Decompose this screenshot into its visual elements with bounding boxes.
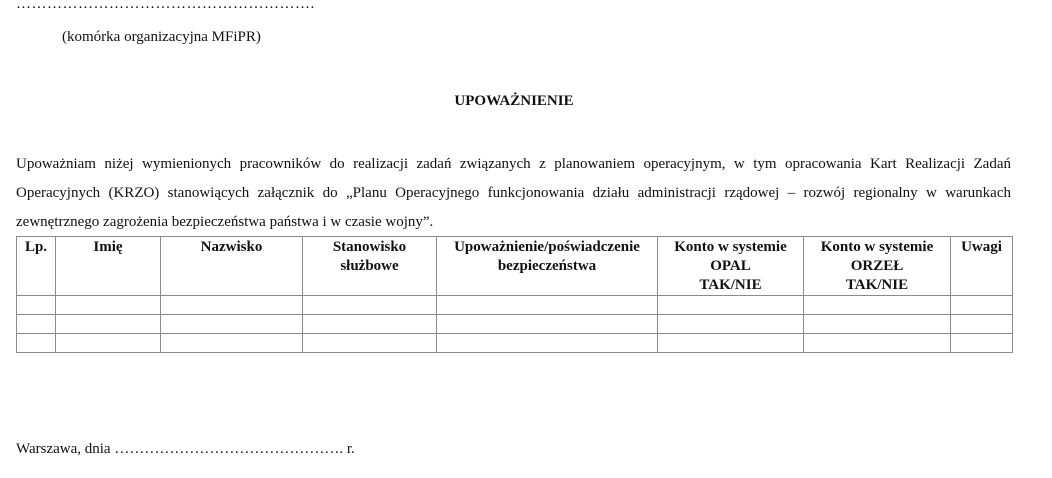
- table-cell: [437, 315, 658, 334]
- table-cell: [951, 315, 1013, 334]
- place-date-line: Warszawa, dnia ………………………………………. r.: [16, 441, 355, 457]
- table-cell: [17, 334, 56, 353]
- header-opal-account: Konto w systemie OPAL TAK/NIE: [658, 237, 804, 296]
- table-cell: [161, 296, 303, 315]
- table-cell: [951, 296, 1013, 315]
- table-cell: [804, 296, 951, 315]
- header-first-name: Imię: [56, 237, 161, 296]
- table-cell: [658, 334, 804, 353]
- authorization-paragraph: Upoważniam niżej wymienionych pracowników do realizacji zadań związanych z planowaniem operacyjnym, w tym opracowania Kart Realizacji Zadań Operacyjnych (KRZO) stanowiących załącznik do „Planu Operacyjnego funkcjonowania działu administracji rządowej – rozwój regionalny w warunkach zewnętrznego zagrożenia bezpieczeństwa państwa i w czasie wojny”.: [16, 156, 1011, 230]
- employees-table: [16, 236, 1013, 353]
- table-cell: [56, 296, 161, 315]
- table-row: [17, 334, 1013, 353]
- table-cell: [56, 334, 161, 353]
- document-title: UPOWAŻNIENIE: [454, 93, 574, 109]
- header-security-clearance: Upoważnienie/poświadczenie bezpieczeństwa: [437, 237, 658, 296]
- header-last-name: Nazwisko: [161, 237, 303, 296]
- table-cell: [303, 334, 437, 353]
- table-cell: [303, 296, 437, 315]
- table-row: [17, 296, 1013, 315]
- table-cell: [437, 296, 658, 315]
- table-cell: [17, 315, 56, 334]
- table-cell: [804, 334, 951, 353]
- table-cell: [56, 315, 161, 334]
- table-cell: [303, 315, 437, 334]
- header-notes: Uwagi: [951, 237, 1013, 296]
- table-row: [17, 315, 1013, 334]
- header-orzel-account: Konto w systemie ORZEŁ TAK/NIE: [804, 237, 951, 296]
- header-position: Stanowisko służbowe: [303, 237, 437, 296]
- table-cell: [161, 315, 303, 334]
- table-cell: [951, 334, 1013, 353]
- org-unit-dotted-line: ………………………………………………….: [16, 0, 315, 12]
- table-cell: [17, 296, 56, 315]
- org-unit-label: (komórka organizacyjna MFiPR): [62, 29, 261, 45]
- table-header-row: [17, 237, 1013, 296]
- table-cell: [161, 334, 303, 353]
- table-cell: [658, 315, 804, 334]
- table-cell: [437, 334, 658, 353]
- header-lp: Lp.: [17, 237, 56, 296]
- table-cell: [804, 315, 951, 334]
- table-cell: [658, 296, 804, 315]
